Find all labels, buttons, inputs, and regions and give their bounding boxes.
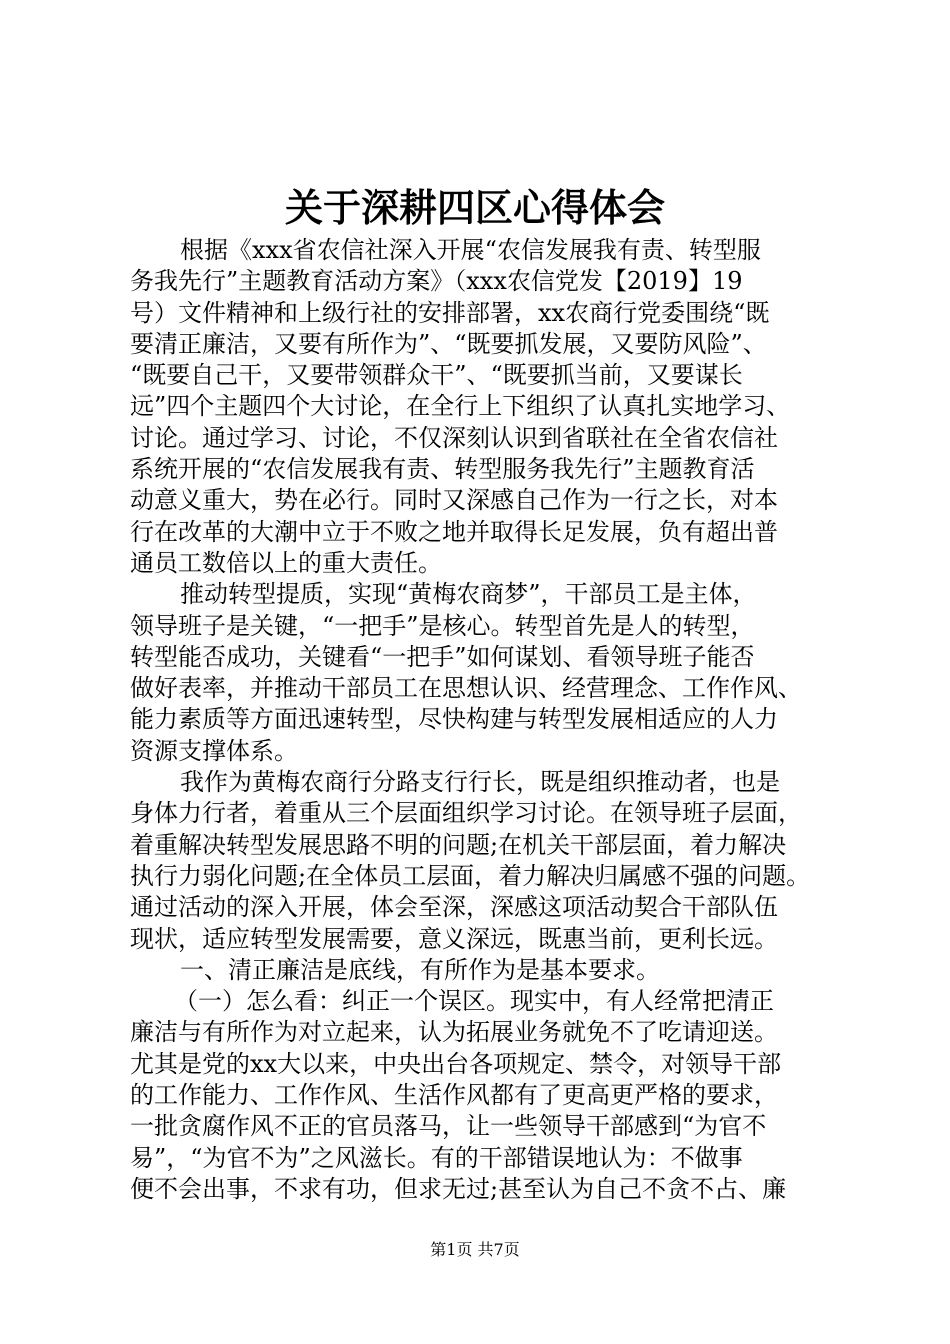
body-line: 动意义重大，势在必行。同时又深感自己作为一行之长，对本 xyxy=(130,486,778,515)
document-body xyxy=(130,235,850,1205)
body-line: 着重解决转型发展思路不明的问题;在机关干部层面，着力解决 xyxy=(130,830,787,859)
body-line: 现状，适应转型发展需要，意义深远，既惠当前，更利长远。 xyxy=(130,924,778,953)
body-line: 行在改革的大潮中立于不败之地并取得长足发展，负有超出普 xyxy=(130,517,778,546)
body-line: 号）文件精神和上级行社的安排部署，xx农商行党委围绕“既 xyxy=(130,298,770,327)
body-line: 我作为黄梅农商行分路支行行长，既是组织推动者，也是 xyxy=(180,768,780,797)
body-line: 做好表率，并推动干部员工在思想认识、经营理念、工作作风、 xyxy=(130,674,802,703)
body-line: 讨论。通过学习、讨论，不仅深刻认识到省联社在全省农信社 xyxy=(130,423,778,452)
body-line: 系统开展的“农信发展我有责、转型服务我先行”主题教育活 xyxy=(130,455,755,484)
body-line: 执行力弱化问题;在全体员工层面，着力解决归属感不强的问题。 xyxy=(130,861,811,890)
body-line: 身体力行者，着重从三个层面组织学习讨论。在领导班子层面， xyxy=(130,799,802,828)
body-line: 要清正廉洁，又要有所作为”、“既要抓发展，又要防风险”、 xyxy=(130,329,767,358)
body-line: 远”四个主题四个大讨论，在全行上下组织了认真扎实地学习、 xyxy=(130,392,791,421)
body-line: 务我先行”主题教育活动方案》（xxx农信党发【2019】19 xyxy=(130,267,743,296)
body-line: 便不会出事，不求有功，但求无过;甚至认为自己不贪不占、廉 xyxy=(130,1174,787,1203)
body-line: 根据《xxx省农信社深入开展“农信发展我有责、转型服 xyxy=(180,236,761,264)
body-line: 领导班子是关键，“一把手”是核心。转型首先是人的转型， xyxy=(130,611,755,640)
body-line: 推动转型提质，实现“黄梅农商梦”，干部员工是主体， xyxy=(180,580,757,609)
body-line: “既要自己干，又要带领群众干”、“既要抓当前，又要谋长 xyxy=(130,361,743,390)
body-line: 一批贪腐作风不正的官员落马，让一些领导干部感到“为官不 xyxy=(130,1112,767,1141)
page-footer: 第1页 共7页 xyxy=(430,1240,520,1259)
body-line: 资源支撑体系。 xyxy=(130,736,298,765)
body-line: 能力素质等方面迅速转型，尽快构建与转型发展相适应的人力 xyxy=(130,705,778,734)
body-line: 通过活动的深入开展，体会至深，深感这项活动契合干部队伍 xyxy=(130,893,778,922)
body-line: 廉洁与有所作为对立起来，认为拓展业务就免不了吃请迎送。 xyxy=(130,1018,778,1047)
body-line: 的工作能力、工作作风、生活作风都有了更高更严格的要求， xyxy=(130,1081,778,1110)
body-line: （一）怎么看：纠正一个误区。现实中，有人经常把清正 xyxy=(174,987,774,1016)
body-line: 易”，“为官不为”之风滋长。有的干部错误地认为：不做事 xyxy=(130,1143,743,1172)
section-heading: 一、清正廉洁是底线，有所作为是基本要求。 xyxy=(180,955,660,984)
body-line: 转型能否成功，关键看“一把手”如何谋划、看领导班子能否 xyxy=(130,642,755,671)
body-line: 尤其是党的xx大以来，中央出台各项规定、禁令，对领导干部 xyxy=(130,1049,782,1078)
body-line: 通员工数倍以上的重大责任。 xyxy=(130,548,442,577)
document-title: 关于深耕四区心得体会 xyxy=(284,185,665,230)
